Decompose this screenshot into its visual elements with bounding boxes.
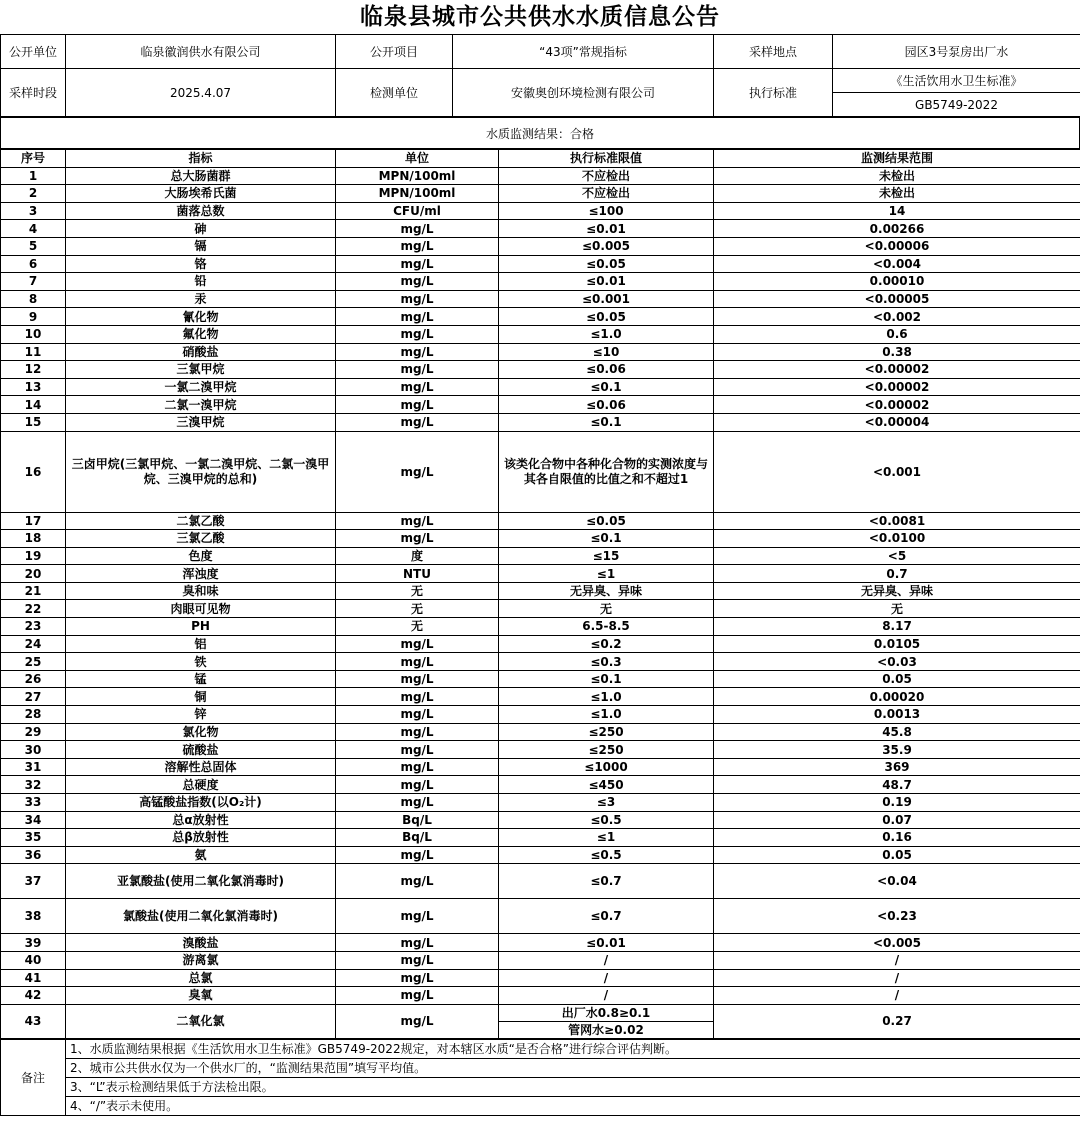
row-result: <0.002 [714, 308, 1080, 326]
row-limit: ≤1.0 [499, 325, 714, 343]
row-indicator: 硝酸盐 [66, 343, 336, 361]
row-unit: NTU [336, 565, 499, 583]
row-no: 13 [1, 378, 66, 396]
summary-table [0, 117, 1080, 149]
row-unit: mg/L [336, 987, 499, 1005]
row-indicator: 亚氯酸盐(使用二氧化氯消毒时) [66, 864, 336, 899]
row-limit: ≤450 [499, 776, 714, 794]
notes-label: 备注 [1, 1039, 66, 1115]
row-indicator: 氟化物 [66, 325, 336, 343]
table-row [1, 512, 1080, 530]
row-indicator: 溴酸盐 [66, 934, 336, 952]
row-unit: CFU/ml [336, 202, 499, 220]
row-limit: ≤0.01 [499, 273, 714, 291]
row-limit: 该类化合物中各种化合物的实测浓度与其各自限值的比值之和不超过1 [499, 431, 714, 512]
row-indicator: 三溴甲烷 [66, 413, 336, 431]
row-unit: mg/L [336, 361, 499, 379]
row-limit: ≤0.2 [499, 635, 714, 653]
row-unit: mg/L [336, 670, 499, 688]
table-row [1, 653, 1080, 671]
row-result: 0.00020 [714, 688, 1080, 706]
table-row [1, 829, 1080, 847]
table-row [1, 290, 1080, 308]
item-value: “43项”常规指标 [453, 35, 714, 69]
row-limit: ≤0.5 [499, 846, 714, 864]
row-limit: ≤0.3 [499, 653, 714, 671]
table-row-43 [1, 1004, 1080, 1021]
row-indicator: 肉眼可见物 [66, 600, 336, 618]
row-no: 15 [1, 413, 66, 431]
row-no: 9 [1, 308, 66, 326]
row-limit: ≤15 [499, 547, 714, 565]
row-unit: mg/L [336, 378, 499, 396]
col-header-no: 序号 [1, 150, 66, 168]
row-limit: ≤1 [499, 829, 714, 847]
row-unit: mg/L [336, 934, 499, 952]
row-limit: ≤3 [499, 794, 714, 812]
row-unit: mg/L [336, 688, 499, 706]
table-header-row [1, 150, 1080, 168]
row-indicator: 菌落总数 [66, 202, 336, 220]
row-unit: mg/L [336, 899, 499, 934]
row-unit: mg/L [336, 776, 499, 794]
row-result: 0.38 [714, 343, 1080, 361]
row-no: 43 [1, 1004, 66, 1038]
row-no: 20 [1, 565, 66, 583]
row-result: 0.16 [714, 829, 1080, 847]
row-no: 21 [1, 582, 66, 600]
row-limit: ≤0.1 [499, 378, 714, 396]
page-title: 临泉县城市公共供水水质信息公告 [360, 4, 720, 30]
row-no: 41 [1, 969, 66, 987]
row-result: <0.0100 [714, 530, 1080, 548]
row-result: 0.0013 [714, 706, 1080, 724]
table-row [1, 670, 1080, 688]
row-no: 16 [1, 431, 66, 512]
row-indicator: 铬 [66, 255, 336, 273]
row-no: 24 [1, 635, 66, 653]
row-indicator: 硫酸盐 [66, 741, 336, 759]
note-item: 4、“/”表示未使用。 [66, 1096, 1080, 1115]
table-row [1, 811, 1080, 829]
row-result: <0.00006 [714, 237, 1080, 255]
table-row [1, 431, 1080, 512]
table-row [1, 582, 1080, 600]
row-limit-factory: 出厂水0.8≥0.1 [499, 1004, 714, 1021]
row-indicator: 二氧化氯 [66, 1004, 336, 1038]
row-limit: / [499, 987, 714, 1005]
row-result: 0.7 [714, 565, 1080, 583]
row-unit: mg/L [336, 846, 499, 864]
period-value: 2025.4.07 [66, 69, 336, 117]
row-limit-network: 管网水≥0.02 [499, 1021, 714, 1038]
row-no: 2 [1, 185, 66, 203]
table-row [1, 530, 1080, 548]
row-limit: ≤0.1 [499, 413, 714, 431]
row-unit: 无 [336, 582, 499, 600]
row-no: 14 [1, 396, 66, 414]
row-unit: 无 [336, 618, 499, 636]
row-unit: mg/L [336, 325, 499, 343]
row-limit: ≤1 [499, 565, 714, 583]
site-label: 采样地点 [714, 35, 833, 69]
row-no: 28 [1, 706, 66, 724]
table-row [1, 635, 1080, 653]
row-limit: 无异臭、异味 [499, 582, 714, 600]
row-indicator: 三卤甲烷(三氯甲烷、一氯二溴甲烷、二氯一溴甲烷、三溴甲烷的总和) [66, 431, 336, 512]
row-result: 0.27 [714, 1004, 1080, 1038]
table-row [1, 794, 1080, 812]
col-header-result: 监测结果范围 [714, 150, 1080, 168]
row-limit: ≤1.0 [499, 688, 714, 706]
row-limit: ≤0.01 [499, 220, 714, 238]
table-row [1, 220, 1080, 238]
row-indicator: 总硬度 [66, 776, 336, 794]
row-result: 0.05 [714, 846, 1080, 864]
publisher-value: 临泉徽润供水有限公司 [66, 35, 336, 69]
row-unit: mg/L [336, 343, 499, 361]
row-unit: mg/L [336, 237, 499, 255]
row-no: 1 [1, 167, 66, 185]
table-row [1, 343, 1080, 361]
table-row [1, 951, 1080, 969]
row-indicator: 臭氧 [66, 987, 336, 1005]
period-label: 采样时段 [1, 69, 66, 117]
row-limit: ≤0.005 [499, 237, 714, 255]
site-value: 园区3号泵房出厂水 [833, 35, 1080, 69]
row-result: <0.00002 [714, 396, 1080, 414]
table-row [1, 600, 1080, 618]
row-indicator: 镉 [66, 237, 336, 255]
row-indicator: 氨 [66, 846, 336, 864]
row-unit: mg/L [336, 723, 499, 741]
table-row [1, 864, 1080, 899]
row-limit: ≤0.06 [499, 361, 714, 379]
row-result: 0.6 [714, 325, 1080, 343]
row-no: 30 [1, 741, 66, 759]
row-indicator: 氯酸盐(使用二氧化氯消毒时) [66, 899, 336, 934]
row-result: 无 [714, 600, 1080, 618]
row-limit: ≤0.1 [499, 670, 714, 688]
row-limit: ≤250 [499, 741, 714, 759]
row-indicator: 大肠埃希氏菌 [66, 185, 336, 203]
row-unit: mg/L [336, 290, 499, 308]
row-indicator: 铅 [66, 273, 336, 291]
row-no: 39 [1, 934, 66, 952]
row-indicator: 氰化物 [66, 308, 336, 326]
publisher-label: 公开单位 [1, 35, 66, 69]
table-row [1, 758, 1080, 776]
row-result: <0.00002 [714, 361, 1080, 379]
row-indicator: 锰 [66, 670, 336, 688]
row-unit: mg/L [336, 706, 499, 724]
table-row [1, 413, 1080, 431]
standard-value-name: 《生活饮用水卫生标准》 [833, 69, 1080, 93]
col-header-indicator: 指标 [66, 150, 336, 168]
notes-table [0, 1039, 1080, 1116]
row-result: 未检出 [714, 185, 1080, 203]
row-limit: 无 [499, 600, 714, 618]
table-row [1, 202, 1080, 220]
standard-value-code: GB5749-2022 [833, 93, 1080, 117]
row-no: 18 [1, 530, 66, 548]
row-no: 5 [1, 237, 66, 255]
note-item: 3、“L”表示检测结果低于方法检出限。 [66, 1077, 1080, 1096]
row-no: 33 [1, 794, 66, 812]
row-unit: mg/L [336, 864, 499, 899]
row-no: 40 [1, 951, 66, 969]
row-result: <0.00005 [714, 290, 1080, 308]
row-indicator: 总α放射性 [66, 811, 336, 829]
row-indicator: 砷 [66, 220, 336, 238]
row-indicator: 总β放射性 [66, 829, 336, 847]
row-result: <0.00004 [714, 413, 1080, 431]
table-row [1, 776, 1080, 794]
table-row [1, 361, 1080, 379]
row-limit: 6.5-8.5 [499, 618, 714, 636]
row-limit: ≤0.001 [499, 290, 714, 308]
row-result: 0.07 [714, 811, 1080, 829]
row-result: 无异臭、异味 [714, 582, 1080, 600]
table-row [1, 255, 1080, 273]
row-unit: mg/L [336, 220, 499, 238]
row-result: <0.23 [714, 899, 1080, 934]
row-indicator: 二氯乙酸 [66, 512, 336, 530]
row-unit: mg/L [336, 969, 499, 987]
row-no: 6 [1, 255, 66, 273]
row-result: 0.00010 [714, 273, 1080, 291]
table-row [1, 167, 1080, 185]
row-limit: ≤0.1 [499, 530, 714, 548]
row-limit: ≤0.05 [499, 512, 714, 530]
table-row [1, 547, 1080, 565]
results-table [0, 149, 1080, 1039]
row-indicator: 游离氯 [66, 951, 336, 969]
row-no: 22 [1, 600, 66, 618]
table-row [1, 987, 1080, 1005]
row-limit: ≤0.06 [499, 396, 714, 414]
row-indicator: 铜 [66, 688, 336, 706]
row-no: 37 [1, 864, 66, 899]
table-row [1, 308, 1080, 326]
row-no: 7 [1, 273, 66, 291]
row-unit: mg/L [336, 794, 499, 812]
row-unit: mg/L [336, 396, 499, 414]
table-row [1, 237, 1080, 255]
row-indicator: 总氯 [66, 969, 336, 987]
table-row [1, 846, 1080, 864]
row-indicator: 铝 [66, 635, 336, 653]
row-limit: ≤0.05 [499, 308, 714, 326]
row-no: 8 [1, 290, 66, 308]
row-result: 14 [714, 202, 1080, 220]
row-limit: ≤0.01 [499, 934, 714, 952]
summary-result: 水质监测结果：合格 [1, 118, 1080, 149]
row-indicator: 总大肠菌群 [66, 167, 336, 185]
row-indicator: PH [66, 618, 336, 636]
row-limit: ≤1000 [499, 758, 714, 776]
row-limit: ≤100 [499, 202, 714, 220]
table-row [1, 618, 1080, 636]
row-indicator: 汞 [66, 290, 336, 308]
row-no: 11 [1, 343, 66, 361]
row-result: <0.005 [714, 934, 1080, 952]
row-unit: MPN/100ml [336, 167, 499, 185]
row-limit: ≤1.0 [499, 706, 714, 724]
row-limit: ≤10 [499, 343, 714, 361]
row-unit: mg/L [336, 273, 499, 291]
row-unit: Bq/L [336, 811, 499, 829]
row-limit: 不应检出 [499, 185, 714, 203]
row-result: / [714, 987, 1080, 1005]
row-unit: mg/L [336, 635, 499, 653]
table-row [1, 899, 1080, 934]
note-item: 2、城市公共供水仅为一个供水厂的，“监测结果范围”填写平均值。 [66, 1058, 1080, 1077]
row-unit: 度 [336, 547, 499, 565]
row-result: <0.0081 [714, 512, 1080, 530]
row-indicator: 一氯二溴甲烷 [66, 378, 336, 396]
row-no: 23 [1, 618, 66, 636]
row-unit: mg/L [336, 308, 499, 326]
row-limit: ≤250 [499, 723, 714, 741]
item-label: 公开项目 [336, 35, 453, 69]
header-table [0, 34, 1080, 117]
row-unit: mg/L [336, 758, 499, 776]
table-row [1, 741, 1080, 759]
row-no: 17 [1, 512, 66, 530]
row-no: 10 [1, 325, 66, 343]
row-result: 0.0105 [714, 635, 1080, 653]
table-row [1, 934, 1080, 952]
row-result: <0.03 [714, 653, 1080, 671]
row-indicator: 浑浊度 [66, 565, 336, 583]
lab-value: 安徽奥创环境检测有限公司 [453, 69, 714, 117]
col-header-limit: 执行标准限值 [499, 150, 714, 168]
row-no: 42 [1, 987, 66, 1005]
row-unit: mg/L [336, 413, 499, 431]
row-unit: mg/L [336, 512, 499, 530]
row-unit: mg/L [336, 530, 499, 548]
row-no: 34 [1, 811, 66, 829]
row-unit: mg/L [336, 653, 499, 671]
row-limit: / [499, 969, 714, 987]
row-result: 0.00266 [714, 220, 1080, 238]
row-indicator: 铁 [66, 653, 336, 671]
table-row [1, 706, 1080, 724]
row-unit: mg/L [336, 431, 499, 512]
table-row [1, 325, 1080, 343]
row-no: 35 [1, 829, 66, 847]
note-item: 1、水质监测结果根据《生活饮用水卫生标准》GB5749-2022规定，对本辖区水质“是否合格”进行综合评估判断。 [66, 1039, 1080, 1058]
row-limit: 不应检出 [499, 167, 714, 185]
row-limit: ≤0.5 [499, 811, 714, 829]
row-unit: mg/L [336, 951, 499, 969]
row-indicator: 臭和味 [66, 582, 336, 600]
row-indicator: 二氯一溴甲烷 [66, 396, 336, 414]
table-row [1, 565, 1080, 583]
row-result: 35.9 [714, 741, 1080, 759]
row-unit: 无 [336, 600, 499, 618]
table-row [1, 185, 1080, 203]
row-no: 29 [1, 723, 66, 741]
standard-label: 执行标准 [714, 69, 833, 117]
row-indicator: 锌 [66, 706, 336, 724]
row-indicator: 三氯乙酸 [66, 530, 336, 548]
row-result: <0.00002 [714, 378, 1080, 396]
row-no: 4 [1, 220, 66, 238]
row-no: 25 [1, 653, 66, 671]
row-result: 45.8 [714, 723, 1080, 741]
row-indicator: 色度 [66, 547, 336, 565]
row-limit: / [499, 951, 714, 969]
row-no: 19 [1, 547, 66, 565]
row-result: 48.7 [714, 776, 1080, 794]
table-row [1, 273, 1080, 291]
row-result: <0.04 [714, 864, 1080, 899]
row-no: 32 [1, 776, 66, 794]
row-unit: MPN/100ml [336, 185, 499, 203]
row-result: <0.004 [714, 255, 1080, 273]
row-result: 未检出 [714, 167, 1080, 185]
row-no: 38 [1, 899, 66, 934]
row-indicator: 氯化物 [66, 723, 336, 741]
row-result: <0.001 [714, 431, 1080, 512]
row-unit: mg/L [336, 255, 499, 273]
row-result: / [714, 951, 1080, 969]
row-limit: ≤0.7 [499, 899, 714, 934]
table-row [1, 396, 1080, 414]
row-indicator: 溶解性总固体 [66, 758, 336, 776]
table-row [1, 378, 1080, 396]
table-row [1, 969, 1080, 987]
row-unit: Bq/L [336, 829, 499, 847]
lab-label: 检测单位 [336, 69, 453, 117]
row-no: 12 [1, 361, 66, 379]
row-unit: mg/L [336, 741, 499, 759]
row-no: 3 [1, 202, 66, 220]
row-indicator: 高锰酸盐指数(以O₂计) [66, 794, 336, 812]
table-row [1, 723, 1080, 741]
row-limit: ≤0.05 [499, 255, 714, 273]
row-unit: mg/L [336, 1004, 499, 1038]
row-indicator: 三氯甲烷 [66, 361, 336, 379]
row-limit: ≤0.7 [499, 864, 714, 899]
row-result: 8.17 [714, 618, 1080, 636]
row-result: / [714, 969, 1080, 987]
table-row [1, 688, 1080, 706]
row-no: 31 [1, 758, 66, 776]
col-header-unit: 单位 [336, 150, 499, 168]
row-result: 0.05 [714, 670, 1080, 688]
row-result: <5 [714, 547, 1080, 565]
row-result: 369 [714, 758, 1080, 776]
row-no: 36 [1, 846, 66, 864]
row-no: 27 [1, 688, 66, 706]
row-result: 0.19 [714, 794, 1080, 812]
row-no: 26 [1, 670, 66, 688]
